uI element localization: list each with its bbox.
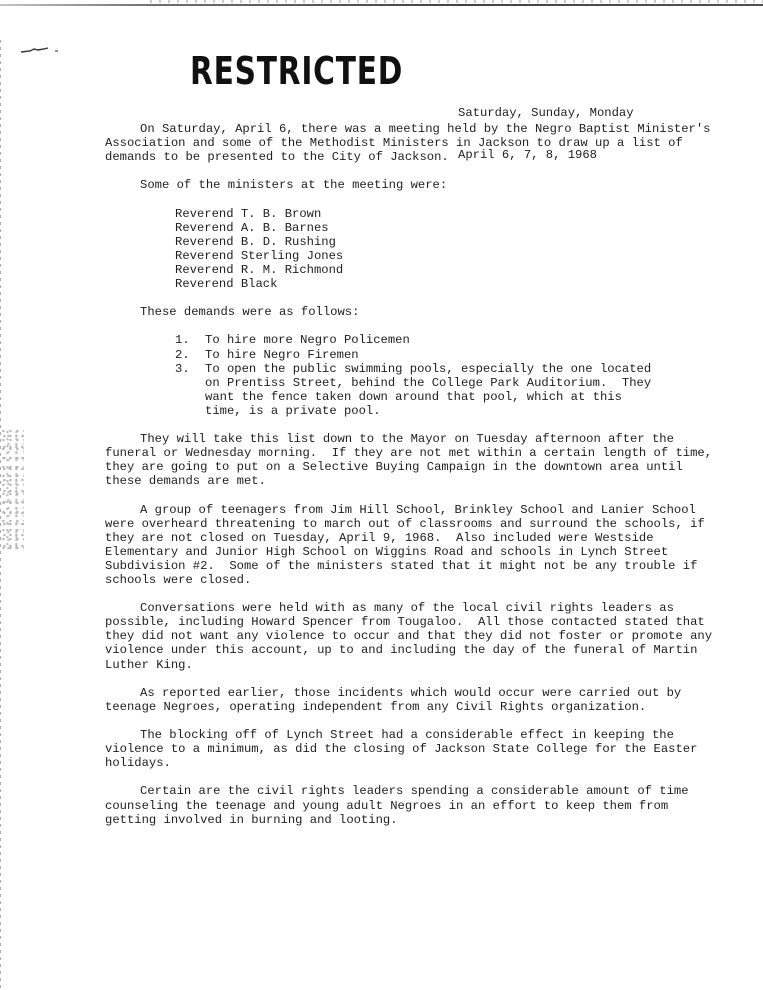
- scan-left-edge: [0, 40, 1, 990]
- document-body: [105, 122, 725, 841]
- handwritten-mark-icon: [20, 46, 65, 54]
- scan-top-speckle: [150, 0, 763, 3]
- paragraph-incidents: As reported earlier, those incidents which would occur were carried out by teenage Negroes, operating independent from any Civil Rights organization.: [105, 685, 689, 714]
- paragraph-counseling: Certain are the civil rights leaders spending a considerable amount of time counseling the teenage and young adult Negroes in an effort to keep them from getting involved in burning and looting.: [105, 784, 696, 827]
- minister-item: Reverend A. B. Barnes: [175, 220, 329, 235]
- paragraph-meeting: On Saturday, April 6, there was a meeting held by the Negro Baptist Minister's Association and some of the Methodist Ministers in Jackson to draw up a list of demands to be presented to the City of Jackson.: [105, 122, 718, 165]
- demand-item: [175, 362, 725, 418]
- demand-text: To hire more Negro Policemen: [205, 333, 410, 348]
- restricted-stamp: RESTRICTED: [190, 49, 404, 93]
- paragraph-demands-intro: These demands were as follows:: [140, 305, 360, 320]
- demand-item: [175, 348, 725, 362]
- demand-number: 2.: [175, 347, 190, 362]
- demands-list: [175, 333, 725, 418]
- paragraph-teenagers: A group of teenagers from Jim Hill School, Brinkley School and Lanier School were overheard threatening to march out of classrooms and surround the schools, if they are not closed on Tuesday, April 9, 1968. Also included were Westside Elementary and Junior High School on Wiggins Road and schools in Lynch Street Subdivision #2. Some of the ministers stated that it might not be any trouble if schools were closed.: [105, 502, 713, 587]
- demand-number: 1.: [175, 333, 190, 348]
- date-days: Saturday, Sunday, Monday: [458, 106, 634, 120]
- paragraph-lynch-street: The blocking off of Lynch Street had a considerable effect in keeping the violence to a minimum, as did the closing of Jackson State College for the Easter holidays.: [105, 728, 705, 771]
- ministers-list: [175, 207, 725, 292]
- paragraph-mayor: They will take this list down to the Mayor on Tuesday afternoon after the funeral or Wednesday morning. If they are not met within a certain length of time, they are going to put on a Selective Buying Campaign in the downtown area until these demands are met.: [105, 432, 720, 489]
- date-full: April 6, 7, 8, 1968: [458, 148, 597, 162]
- demand-text: To hire Negro Firemen: [205, 347, 359, 362]
- minister-item: Reverend R. M. Richmond: [175, 262, 344, 277]
- demand-text: To open the public swimming pools, especially the one located on Prentiss Street, behind the College Park Auditorium. They want the fence taken down around that pool, which at this time, is a private pool.: [205, 361, 659, 418]
- scan-top-rule: [0, 4, 763, 6]
- demand-item: [175, 333, 725, 347]
- demand-number: 3.: [175, 361, 190, 376]
- minister-item: Reverend Black: [175, 277, 278, 292]
- minister-item: Reverend T. B. Brown: [175, 206, 322, 221]
- minister-item: Reverend Sterling Jones: [175, 248, 344, 263]
- scan-left-noise: [2, 430, 24, 550]
- minister-item: Reverend B. D. Rushing: [175, 234, 336, 249]
- paragraph-ministers-intro: Some of the ministers at the meeting were:: [140, 178, 448, 193]
- paragraph-conversations: Conversations were held with as many of the local civil rights leaders as possible, including Howard Spencer from Tougaloo. All those contacted stated that they did not want any violence to occur and that they did not foster or promote any violence under this account, up to and including the day of the funeral of Martin Luther King.: [105, 601, 720, 672]
